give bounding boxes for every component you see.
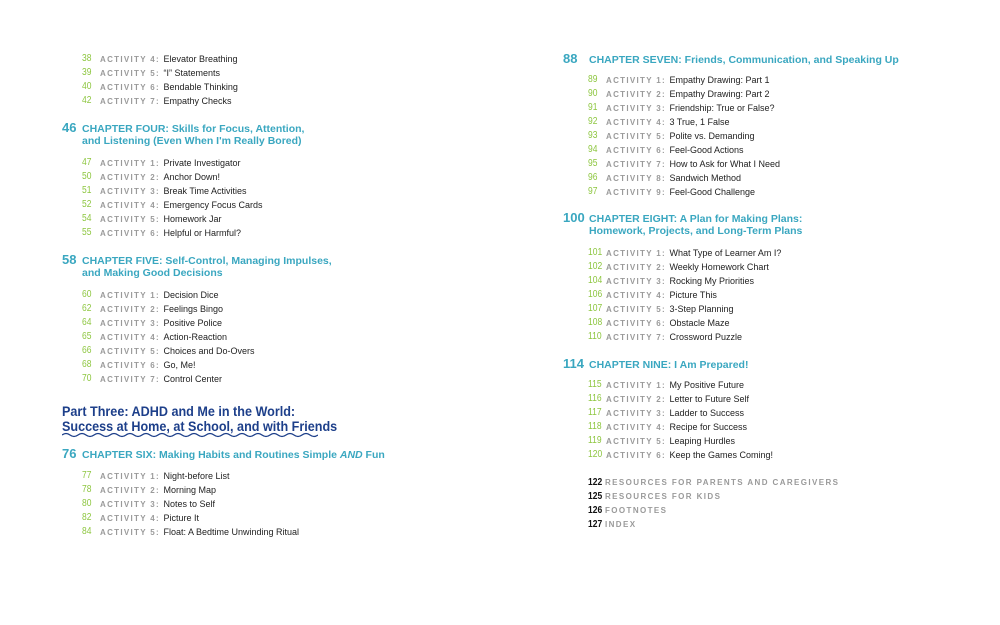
page-number: 70 (82, 373, 92, 384)
activity-title: Action-Reaction (163, 332, 228, 342)
page-number: 90 (588, 88, 598, 99)
activity-label: ACTIVITY 3: (606, 409, 666, 418)
chapter-title-line1: CHAPTER EIGHT: A Plan for Making Plans: (589, 213, 803, 225)
wavy-underline-icon (62, 432, 318, 438)
chapter-title-suffix: Fun (362, 449, 385, 461)
activity-title: Leaping Hurdles (669, 436, 736, 446)
back-matter-label: RESOURCES FOR PARENTS AND CAREGIVERS (605, 478, 840, 487)
part-heading-line1: Part Three: ADHD and Me in the World: (62, 403, 296, 419)
activity-label: ACTIVITY 2: (606, 263, 666, 272)
activity-label: ACTIVITY 6: (100, 229, 160, 238)
activity-label: ACTIVITY 7: (606, 160, 666, 169)
activity-title: Polite vs. Demanding (669, 131, 755, 141)
activity-title: Crossword Puzzle (669, 332, 742, 342)
activity-label: ACTIVITY 7: (100, 97, 160, 106)
page-number: 80 (82, 498, 92, 509)
activity-title: Notes to Self (163, 499, 215, 509)
activity-title: Break Time Activities (163, 186, 247, 196)
chapter-title-emphasis: AND (339, 449, 363, 461)
page-number: 42 (82, 95, 92, 106)
activity-title: Obstacle Maze (669, 318, 730, 328)
activity-title: What Type of Learner Am I? (669, 248, 782, 258)
activity-label: ACTIVITY 2: (100, 305, 160, 314)
activity-label: ACTIVITY 2: (100, 173, 160, 182)
page-number: 78 (82, 484, 92, 495)
activity-title: Positive Police (163, 318, 222, 328)
chapter-page-number: 58 (62, 252, 77, 267)
activity-title: Homework Jar (163, 214, 222, 224)
activity-label: ACTIVITY 6: (100, 361, 160, 370)
activity-label: ACTIVITY 6: (606, 146, 666, 155)
page-number: 118 (588, 421, 602, 432)
back-matter-label: FOOTNOTES (605, 506, 668, 515)
chapter-title-line1: CHAPTER FIVE: Self-Control, Managing Impulses, (82, 255, 332, 267)
chapter-title-line1: CHAPTER SEVEN: Friends, Communication, and Speaking Up (589, 54, 899, 66)
page-number: 104 (588, 275, 603, 286)
activity-title: Letter to Future Self (669, 394, 750, 404)
activity-label: ACTIVITY 2: (100, 486, 160, 495)
activity-title: Empathy Checks (163, 96, 232, 106)
page-number: 116 (588, 393, 602, 404)
activity-title: Ladder to Success (669, 408, 745, 418)
part-heading-line2: Success at Home, at School, and with Friends (62, 418, 338, 434)
page-number: 60 (82, 289, 92, 300)
activity-label: ACTIVITY 4: (100, 201, 160, 210)
page-number: 64 (82, 317, 92, 328)
page-number: 52 (82, 199, 92, 210)
activity-title: 3-Step Planning (669, 304, 734, 314)
page-number: 102 (588, 261, 603, 272)
page-number: 107 (588, 303, 603, 314)
activity-label: ACTIVITY 3: (100, 500, 160, 509)
chapter-page-number: 100 (563, 210, 585, 225)
activity-title: Elevator Breathing (163, 54, 238, 64)
chapter-title-line2: and Listening (Even When I'm Really Bored) (82, 135, 302, 147)
page-number: 82 (82, 512, 92, 523)
activity-label: ACTIVITY 5: (100, 528, 160, 537)
activity-label: ACTIVITY 1: (100, 472, 160, 481)
activity-label: ACTIVITY 5: (100, 347, 160, 356)
page-number: 66 (82, 345, 92, 356)
page-number: 39 (82, 67, 92, 78)
activity-label: ACTIVITY 8: (606, 174, 666, 183)
page-number: 117 (588, 407, 602, 418)
page-number: 77 (82, 470, 92, 481)
activity-label: ACTIVITY 1: (606, 249, 666, 258)
page-number: 127 (588, 519, 603, 530)
activity-title: Emergency Focus Cards (163, 200, 263, 210)
activity-label: ACTIVITY 1: (100, 291, 160, 300)
page-number: 51 (82, 185, 92, 196)
activity-label: ACTIVITY 2: (606, 90, 666, 99)
chapter-title-line1: CHAPTER NINE: I Am Prepared! (589, 359, 749, 371)
activity-title: Helpful or Harmful? (163, 228, 241, 238)
activity-label: ACTIVITY 1: (606, 76, 666, 85)
page-number: 122 (588, 477, 603, 488)
page-number: 119 (588, 435, 602, 446)
page-number: 115 (588, 379, 602, 390)
page-number: 91 (588, 102, 598, 113)
activity-label: ACTIVITY 4: (100, 514, 160, 523)
chapter-page-number: 76 (62, 446, 77, 461)
activity-label: ACTIVITY 7: (100, 375, 160, 384)
activity-title: How to Ask for What I Need (669, 159, 781, 169)
activity-title: Go, Me! (163, 360, 196, 370)
back-matter-label: INDEX (605, 520, 637, 529)
activity-label: ACTIVITY 7: (606, 333, 666, 342)
page-number: 40 (82, 81, 92, 92)
activity-title: Friendship: True or False? (669, 103, 775, 113)
activity-title: Private Investigator (163, 158, 241, 168)
page-number: 92 (588, 116, 598, 127)
activity-label: ACTIVITY 5: (100, 69, 160, 78)
page-number: 89 (588, 74, 598, 85)
chapter-page-number: 114 (563, 356, 584, 371)
activity-label: ACTIVITY 5: (606, 132, 666, 141)
page-number: 101 (588, 247, 603, 258)
activity-label: ACTIVITY 1: (100, 159, 160, 168)
page-number: 54 (82, 213, 92, 224)
activity-label: ACTIVITY 4: (606, 423, 666, 432)
activity-title: 3 True, 1 False (669, 117, 730, 127)
chapter-title-line1: CHAPTER FOUR: Skills for Focus, Attention, (82, 123, 305, 135)
chapter-page-number: 88 (563, 51, 578, 66)
activity-title: Feel-Good Actions (669, 145, 744, 155)
activity-title: Feel-Good Challenge (669, 187, 756, 197)
activity-label: ACTIVITY 3: (606, 104, 666, 113)
activity-title: “I” Statements (163, 68, 220, 78)
page-number: 84 (82, 526, 92, 537)
activity-label: ACTIVITY 5: (606, 305, 666, 314)
page-number: 94 (588, 144, 598, 155)
activity-label: ACTIVITY 4: (606, 291, 666, 300)
chapter-page-number: 46 (62, 120, 77, 135)
page-number: 108 (588, 317, 603, 328)
activity-title: Night-before List (163, 471, 230, 481)
activity-label: ACTIVITY 6: (100, 83, 160, 92)
activity-title: My Positive Future (669, 380, 744, 390)
activity-label: ACTIVITY 4: (606, 118, 666, 127)
page-number: 62 (82, 303, 92, 314)
activity-title: Keep the Games Coming! (669, 450, 774, 460)
activity-title: Weekly Homework Chart (669, 262, 769, 272)
page-number: 120 (588, 449, 603, 460)
activity-title: Float: A Bedtime Unwinding Ritual (163, 527, 300, 537)
activity-title: Bendable Thinking (163, 82, 238, 92)
page-number: 38 (82, 53, 92, 64)
back-matter-label: RESOURCES FOR KIDS (605, 492, 722, 501)
page-number: 68 (82, 359, 92, 370)
page-number: 93 (588, 130, 598, 141)
page-number: 126 (588, 505, 603, 516)
activity-label: ACTIVITY 2: (606, 395, 666, 404)
chapter-title-line2: and Making Good Decisions (82, 267, 223, 279)
part-three-heading[interactable] (62, 404, 337, 434)
activity-label: ACTIVITY 6: (606, 451, 666, 460)
activity-title: Recipe for Success (669, 422, 748, 432)
activity-title: Anchor Down! (163, 172, 220, 182)
page-number: 47 (82, 157, 92, 168)
chapter-title-line2: Homework, Projects, and Long-Term Plans (589, 225, 803, 237)
activity-title: Feelings Bingo (163, 304, 224, 314)
activity-title: Picture This (669, 290, 717, 300)
activity-label: ACTIVITY 3: (606, 277, 666, 286)
activity-label: ACTIVITY 6: (606, 319, 666, 328)
activity-title: Control Center (163, 374, 222, 384)
page-number: 95 (588, 158, 598, 169)
activity-label: ACTIVITY 5: (606, 437, 666, 446)
page-number: 50 (82, 171, 92, 182)
activity-title: Empathy Drawing: Part 2 (669, 89, 770, 99)
page-number: 96 (588, 172, 598, 183)
activity-label: ACTIVITY 1: (606, 381, 666, 390)
activity-title: Rocking My Priorities (669, 276, 754, 286)
activity-label: ACTIVITY 3: (100, 187, 160, 196)
chapter-title-prefix: CHAPTER SIX: Making Habits and Routines Simple (82, 449, 340, 461)
activity-title: Choices and Do-Overs (163, 346, 255, 356)
activity-title: Sandwich Method (669, 173, 742, 183)
activity-title: Decision Dice (163, 290, 219, 300)
page-number: 55 (82, 227, 92, 238)
activity-label: ACTIVITY 5: (100, 215, 160, 224)
page-number: 97 (588, 186, 598, 197)
activity-label: ACTIVITY 4: (100, 55, 160, 64)
activity-title: Picture It (163, 513, 199, 523)
page-number: 65 (82, 331, 92, 342)
activity-label: ACTIVITY 3: (100, 319, 160, 328)
page-number: 110 (588, 331, 602, 342)
activity-title: Empathy Drawing: Part 1 (669, 75, 770, 85)
activity-title: Morning Map (163, 485, 216, 495)
page-number: 106 (588, 289, 603, 300)
activity-label: ACTIVITY 9: (606, 188, 666, 197)
activity-label: ACTIVITY 4: (100, 333, 160, 342)
page-number: 125 (588, 491, 603, 502)
